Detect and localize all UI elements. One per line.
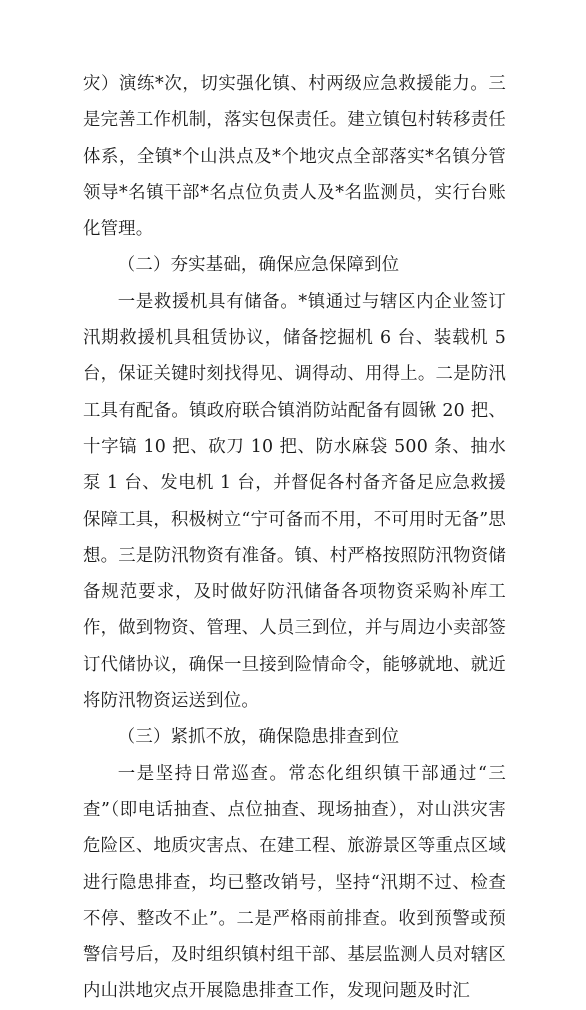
paragraph-hazard-inspection: 一是坚持日常巡查。常态化组织镇干部通过“三查”（即电话抽查、点位抽查、现场抽查），对山洪灾害危险区、地质灾害点、在建工程、旅游景区等重点区域进行隐患排查，均已整改销号，坚持“汛期不过、检查不停、整改不止”。二是严格雨前排查。收到预警或预警信号后，及时组织镇村组干部、基层监测人员对辖区内山洪地灾点开展隐患排查工作，发现问题及时汇 xyxy=(83,763,506,1002)
paragraph-emergency-support: 一是救援机具有储备。*镇通过与辖区内企业签订汛期救援机具租赁协议，储备挖掘机 6 台、装载机 5 台，保证关键时刻找得见、调得动、用得上。二是防汛工具有配备。镇政府联合镇消防站配备有圆锹 20 把、十字镐 10 把、砍刀 10 把、防水麻袋 500 条、抽水泵 1 台、发电机 1 台，并督促各村备齐备足应急救援保障工具，积极树立“宁可备而不用，不可用时无备”思想。三是防汛物资有准备。镇、村严格按照防汛物资储备规范要求，及时做好防汛储备各项物资采购补库工作，做到物资、管理、人员三到位，并与周边小卖部签订代储协议，确保一旦接到险情命令，能够就地、就近将防汛物资运送到位。 xyxy=(83,291,506,712)
paragraph-mechanism: 灾）演练*次，切实强化镇、村两级应急救援能力。三是完善工作机制，落实包保责任。建立镇包村转移责任体系，全镇*个山洪点及*个地灾点全部落实*名镇分管领导*名镇干部*名点位负责人及*名监测员，实行台账化管理。 xyxy=(83,74,506,240)
document-body xyxy=(83,66,506,1010)
section-heading-hazard-inspection: （三）紧抓不放，确保隐患排查到位 xyxy=(117,727,400,748)
section-heading-emergency-support: （二）夯实基础，确保应急保障到位 xyxy=(117,255,400,276)
